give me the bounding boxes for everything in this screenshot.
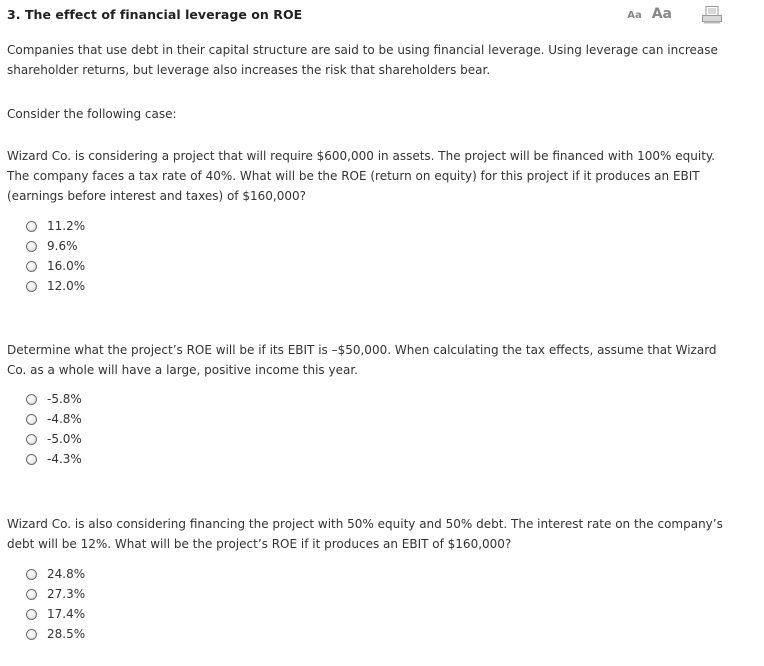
- part3-prompt: Wizard Co. is also considering financing the project with 50% equity and 50% debt. The interest rate on the company’s debt will be 12%. What will be the project’s ROE if it produces an EBIT of $160,000?: [7, 517, 723, 551]
- option[interactable]: [26, 604, 85, 624]
- option-label: 11.2%: [47, 219, 86, 233]
- option[interactable]: [26, 624, 85, 644]
- radio-button[interactable]: [26, 281, 37, 292]
- option-label: -5.0%: [47, 432, 82, 446]
- radio-button[interactable]: [26, 241, 37, 252]
- radio-button[interactable]: [26, 434, 37, 445]
- option-label: 9.6%: [47, 239, 78, 253]
- intro-paragraph: Companies that use debt in their capital structure are said to be using financial leverage. Using leverage can increase shareholder returns, but leverage also increases the risk that shareholders bear.: [7, 43, 718, 77]
- option[interactable]: [26, 564, 85, 584]
- radio-button[interactable]: [26, 569, 37, 580]
- radio-button[interactable]: [26, 221, 37, 232]
- option-label: 27.3%: [47, 587, 86, 601]
- part2-prompt: Determine what the project’s ROE will be if its EBIT is –$50,000. When calculating the tax effects, assume that Wizard Co. as a whole will have a large, positive income this year.: [7, 343, 717, 377]
- option-label: 17.4%: [47, 607, 86, 621]
- radio-button[interactable]: [26, 394, 37, 405]
- option-label: -4.3%: [47, 452, 82, 466]
- option[interactable]: [26, 276, 85, 296]
- radio-button[interactable]: [26, 589, 37, 600]
- option[interactable]: [26, 389, 82, 409]
- option[interactable]: [26, 409, 82, 429]
- option-label: 28.5%: [47, 627, 86, 641]
- option[interactable]: [26, 584, 85, 604]
- consider-text: Consider the following case:: [7, 107, 177, 121]
- part1-options: [26, 216, 85, 296]
- question-title: 3. The effect of financial leverage on ROE: [7, 7, 303, 22]
- printer-icon[interactable]: [702, 6, 722, 24]
- option[interactable]: [26, 236, 85, 256]
- option[interactable]: [26, 449, 82, 469]
- option-label: -5.8%: [47, 392, 82, 406]
- radio-button[interactable]: [26, 261, 37, 272]
- font-size-controls: [627, 6, 686, 22]
- part3-options: [26, 564, 85, 644]
- option[interactable]: [26, 429, 82, 449]
- radio-button[interactable]: [26, 609, 37, 620]
- radio-button[interactable]: [26, 414, 37, 425]
- option-label: 24.8%: [47, 567, 86, 581]
- question-header: [0, 0, 764, 30]
- part1-prompt: Wizard Co. is considering a project that will require $600,000 in assets. The project will be financed with 100% equity. The company faces a tax rate of 40%. What will be the ROE (return on equity) for this project if it produces an EBIT (earnings before interest and taxes) of $160,000?: [7, 149, 716, 203]
- radio-button[interactable]: [26, 454, 37, 465]
- option-label: 16.0%: [47, 259, 86, 273]
- part2-options: [26, 389, 82, 469]
- font-size-large-button[interactable]: Aa: [651, 6, 672, 22]
- option-label: 12.0%: [47, 279, 86, 293]
- option-label: -4.8%: [47, 412, 82, 426]
- option[interactable]: [26, 216, 85, 236]
- radio-button[interactable]: [26, 629, 37, 640]
- option[interactable]: [26, 256, 85, 276]
- font-size-small-button[interactable]: Aa: [627, 10, 642, 21]
